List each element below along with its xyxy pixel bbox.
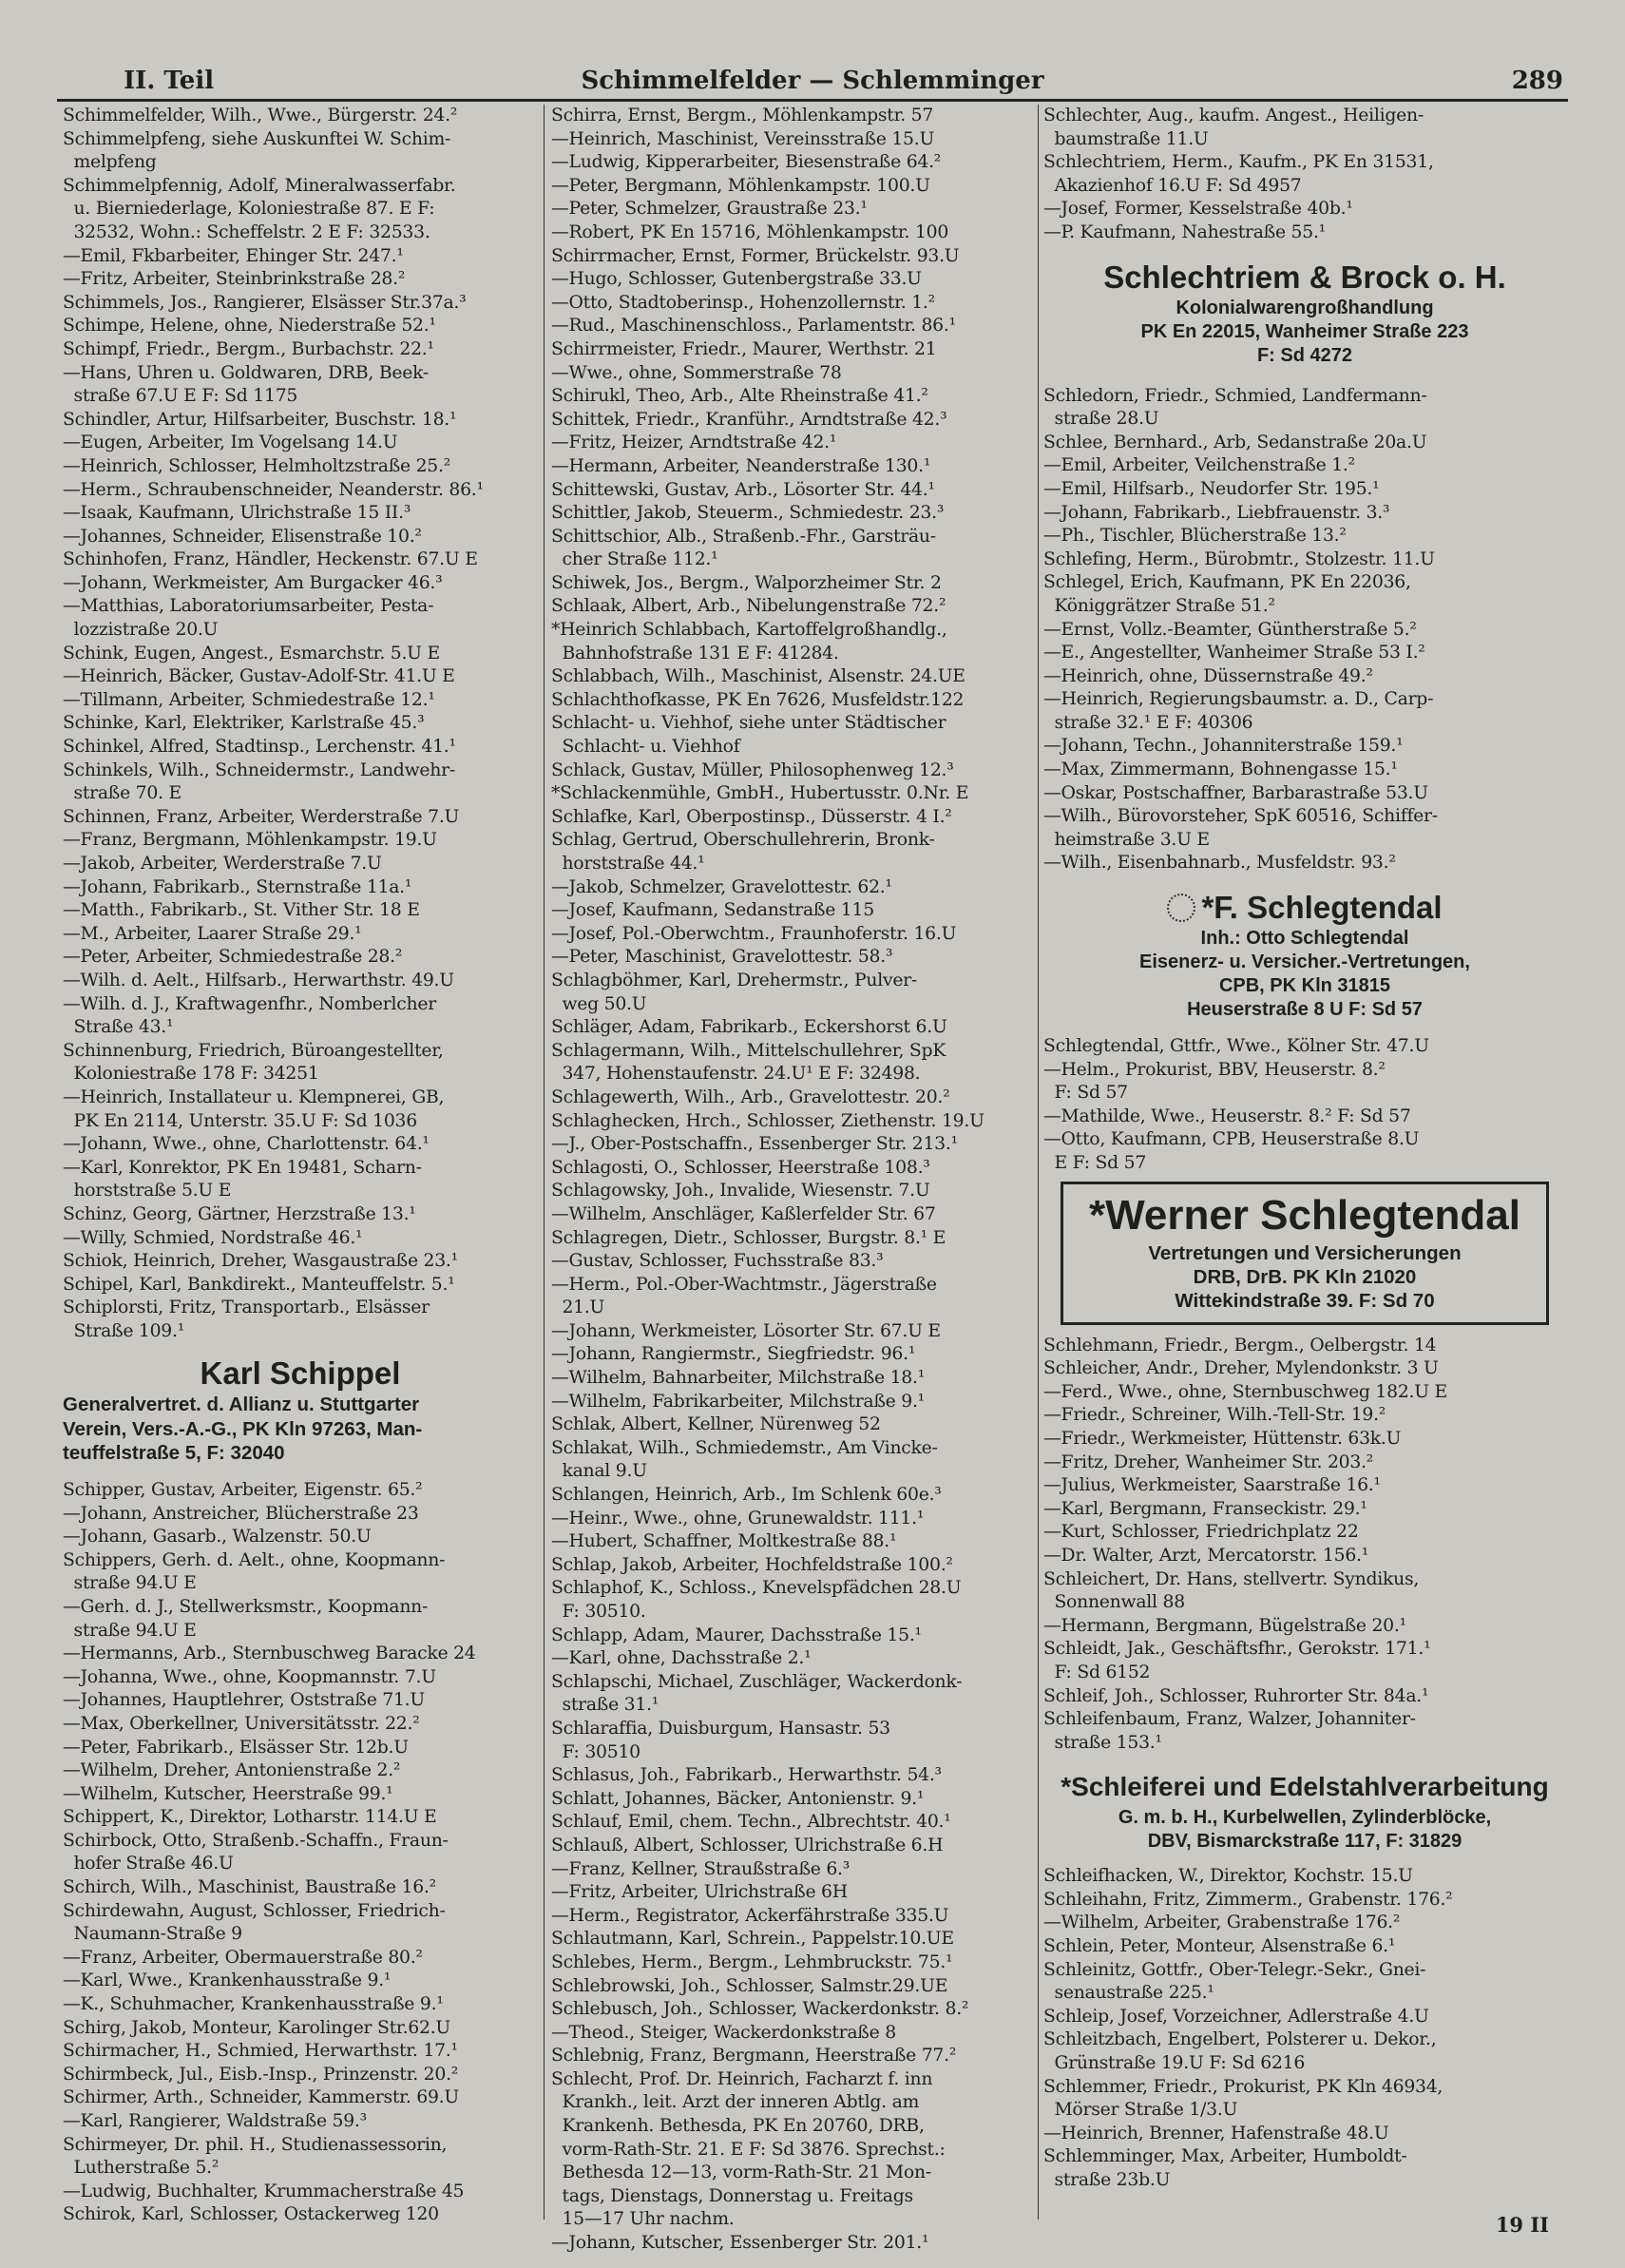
directory-entry: Schlapschi, Michael, Zuschläger, Wackerdonk- <box>551 1671 963 1692</box>
directory-entry: Schlakat, Wilh., Schmiedemstr., Am Vincke- <box>551 1437 938 1458</box>
directory-entry: —Josef, Former, Kesselstraße 40b.¹ <box>1043 199 1353 220</box>
directory-entry: —Fritz, Arbeiter, Ulrichstraße 6H <box>551 1882 848 1903</box>
directory-entry: straße 70. E <box>63 783 182 804</box>
directory-entry: Schlap, Jakob, Arbeiter, Hochfeldstraße 100.² <box>551 1554 953 1575</box>
directory-entry: Schlebusch, Joh., Schlosser, Wackerdonkstr. 8.² <box>551 1999 969 2020</box>
directory-entry: Schlasus, Joh., Fabrikarb., Herwarthstr. 54.³ <box>551 1765 942 1786</box>
directory-entry: —J., Ober-Postschaffn., Essenberger Str. 213.¹ <box>551 1134 958 1155</box>
ad-text <box>1043 927 1566 1022</box>
column-1 <box>63 105 538 2224</box>
directory-entry: Schirok, Karl, Schlosser, Ostackerweg 120 <box>63 2204 439 2225</box>
directory-entry: Schlechtriem, Herm., Kaufm., PK En 31531, <box>1043 152 1434 173</box>
directory-entry: —M., Arbeiter, Laarer Straße 29.¹ <box>63 923 362 944</box>
directory-entry: —Friedr., Werkmeister, Hüttenstr. 63k.U <box>1043 1428 1402 1449</box>
directory-entry: Schlaphof, K., Schloss., Knevelspfädchen 28.U <box>551 1578 962 1599</box>
directory-entry: Schlack, Gustav, Müller, Philosophenweg 12.³ <box>551 759 954 780</box>
ad-karl-schippel <box>63 1355 538 1466</box>
directory-entry: —E., Angestellter, Wanheimer Straße 53 I.² <box>1043 643 1425 663</box>
ad-line: Inh.: Otto Schlegtendal <box>1200 928 1409 950</box>
ad-line: CPB, PK Kln 31815 <box>1218 975 1391 997</box>
directory-entry: Schlagregen, Dietr., Schlosser, Burgstr. 8.¹ E <box>551 1227 946 1248</box>
directory-entry: straße 28.U <box>1043 409 1159 430</box>
directory-entry: horststraße 44.¹ <box>551 854 705 874</box>
directory-entry: —Wilh., Bürovorsteher, SpK 60516, Schiffer- <box>1043 806 1438 827</box>
directory-entry: Schlauß, Albert, Schlosser, Ulrichstraße 6.H <box>551 1835 944 1855</box>
directory-entry: —Johann, Anstreicher, Blücherstraße 23 <box>63 1503 419 1524</box>
ad-schleiferei <box>1043 1768 1566 1854</box>
directory-entry: cher Straße 112.¹ <box>551 549 718 570</box>
directory-entry: Schipel, Karl, Bankdirekt., Manteuffelstr. 5.¹ <box>63 1274 455 1295</box>
directory-entry: Schleicher, Andr., Dreher, Mylendonkstr. 3 U <box>1043 1358 1439 1379</box>
directory-entry: Schinke, Karl, Elektriker, Karlstraße 45.³ <box>63 713 425 734</box>
directory-entry: Schlatt, Johannes, Bäcker, Antonienstr. 9.¹ <box>551 1788 925 1809</box>
directory-entry: straße 94.U E <box>63 1620 197 1641</box>
directory-entry: Schlaghecken, Hrch., Schlosser, Ziethenstr. 19.U <box>551 1110 985 1131</box>
directory-entry: —Mathilde, Wwe., Heuserstr. 8.² F: Sd 57 <box>1043 1105 1411 1126</box>
ad-title: *F. Schlegtendal <box>1043 889 1566 927</box>
column-divider <box>1038 105 1039 2220</box>
directory-entry: —Ferd., Wwe., ohne, Sternbuschweg 182.U E <box>1043 1381 1448 1402</box>
directory-entry: —Helm., Prokurist, BBV, Heuserstr. 8.² <box>1043 1059 1386 1080</box>
directory-entry: —Johann, Werkmeister, Am Burgacker 46.³ <box>63 572 443 593</box>
directory-entry: melpfeng <box>63 152 157 173</box>
directory-entry: —Willy, Schmied, Nordstraße 46.¹ <box>63 1227 363 1248</box>
column-divider <box>544 105 545 2220</box>
directory-entry: Koloniestraße 178 F: 34251 <box>63 1064 319 1085</box>
directory-entry: Schlagböhmer, Karl, Drehermstr., Pulver- <box>551 970 918 990</box>
directory-entry: —Ludwig, Buchhalter, Krummacherstraße 45 <box>63 2181 465 2201</box>
header-section: II. Teil <box>124 67 215 95</box>
directory-entry: Schirmeyer, Dr. phil. H., Studienassessorin, <box>63 2134 448 2155</box>
directory-entry: Schittler, Jakob, Steuerm., Schmiedestr. 23.³ <box>551 503 945 524</box>
directory-entry: Schipper, Gustav, Arbeiter, Eigenstr. 65.² <box>63 1479 423 1500</box>
ad-line: Verein, Vers.-A.-G., PK Kln 97263, Man- <box>63 1417 423 1440</box>
directory-entry: Schlemminger, Max, Arbeiter, Humboldt- <box>1043 2146 1407 2167</box>
directory-entry: Schlefing, Herm., Bürobmtr., Stolzestr. 11.U <box>1043 548 1435 569</box>
ad-f-schlegtendal <box>1043 889 1566 1022</box>
directory-entry: Schippert, K., Direktor, Lotharstr. 114.U E <box>63 1807 437 1828</box>
directory-entry: Schlapp, Adam, Maurer, Dachsstraße 15.¹ <box>551 1624 922 1645</box>
directory-entry: —Eugen, Arbeiter, Im Vogelsang 14.U <box>63 432 398 453</box>
ad-line: Kolonialwarengroßhandlung <box>1176 297 1434 318</box>
page-header <box>57 67 1568 101</box>
directory-entry: horststraße 5.U E <box>63 1181 232 1201</box>
directory-entry: Schimpe, Helene, ohne, Niederstraße 52.¹ <box>63 316 436 336</box>
directory-entry: Schlebnig, Franz, Bergmann, Heerstraße 77.² <box>551 2046 957 2066</box>
directory-entry: —Franz, Kellner, Straußstraße 6.³ <box>551 1858 851 1879</box>
directory-entry: —Hans, Uhren u. Goldwaren, DRB, Beek- <box>63 362 430 383</box>
ad-line: teuffelstraße 5, F: 32040 <box>63 1442 285 1465</box>
ad-line: Wittekindstraße 39. F: Sd 70 <box>1175 1289 1435 1312</box>
directory-entry: Schleitzbach, Engelbert, Polsterer u. Dekor., <box>1043 2029 1437 2050</box>
directory-entry: —Johann, Wwe., ohne, Charlottenstr. 64.¹ <box>63 1134 430 1155</box>
directory-entry: —Heinrich, Maschinist, Vereinsstraße 15.U <box>551 128 935 149</box>
directory-entry: Schlauf, Emil, chem. Techn., Albrechtstr. 40.¹ <box>551 1812 951 1833</box>
directory-entry: —Karl, Rangierer, Waldstraße 59.³ <box>63 2111 367 2131</box>
directory-entry: —Tillmann, Arbeiter, Schmiedestraße 12.¹ <box>63 689 435 710</box>
directory-entry: —Karl, ohne, Dachsstraße 2.¹ <box>551 1648 812 1669</box>
directory-entry: 32532, Wohn.: Scheffelstr. 2 E F: 32533. <box>63 221 430 242</box>
directory-entry: 347, Hohenstaufenstr. 24.U¹ E F: 32498. <box>551 1064 921 1085</box>
directory-entry: Straße 43.¹ <box>63 1017 174 1038</box>
directory-entry: —Heinrich, Brenner, Hafenstraße 48.U <box>1043 2123 1389 2143</box>
directory-entry: Schirdewahn, August, Schlosser, Friedrich- <box>63 1900 446 1921</box>
directory-entry: —Emil, Arbeiter, Veilchenstraße 1.² <box>1043 455 1355 476</box>
directory-entry: Schinnen, Franz, Arbeiter, Werderstraße 7.U <box>63 806 460 827</box>
directory-entry: —Fritz, Dreher, Wanheimer Str. 203.² <box>1043 1451 1374 1472</box>
directory-entry: Schledorn, Friedr., Schmied, Landfermann- <box>1043 385 1427 406</box>
directory-entry: —Johannes, Schneider, Elisenstraße 10.² <box>63 526 422 547</box>
directory-entry: —Gerh. d. J., Stellwerksmstr., Koopmann- <box>63 1596 429 1617</box>
directory-entry: —Wilhelm, Kutscher, Heerstraße 99.¹ <box>63 1783 393 1804</box>
ad-line: Generalvertret. d. Allianz u. Stuttgarter <box>63 1393 420 1416</box>
directory-entry: —Oskar, Postschaffner, Barbarastraße 53.U <box>1043 782 1428 803</box>
entry-list <box>1043 1035 1566 1176</box>
entry-list <box>551 105 1036 2256</box>
directory-entry: —K., Schuhmacher, Krankenhausstraße 9.¹ <box>63 1994 444 2015</box>
directory-entry: Schippers, Gerh. d. Aelt., ohne, Koopmann- <box>63 1549 446 1570</box>
directory-entry: —Wilhelm, Dreher, Antonienstraße 2.² <box>63 1760 401 1781</box>
directory-entry: —Gustav, Schlosser, Fuchsstraße 83.³ <box>551 1251 884 1272</box>
directory-entry: —Karl, Wwe., Krankenhausstraße 9.¹ <box>63 1970 392 1991</box>
directory-entry: —Dr. Walter, Arzt, Mercatorstr. 156.¹ <box>1043 1545 1369 1566</box>
directory-entry: Schlagewerth, Wilh., Arb., Gravelottestr. 20.² <box>551 1086 950 1107</box>
directory-entry: —Wilh., Eisenbahnarb., Musfeldstr. 93.² <box>1043 853 1396 874</box>
directory-entry: —Hermann, Bergmann, Bügelstraße 20.¹ <box>1043 1615 1406 1636</box>
ad-title: Schlechtriem & Brock o. H. <box>1103 259 1506 295</box>
ad-line: G. m. b. H., Kurbelwellen, Zylinderblöcke, <box>1118 1807 1492 1829</box>
directory-entry: Schleinitz, Gottfr., Ober-Telegr.-Sekr., Gnei- <box>1043 1959 1426 1980</box>
directory-entry: —Johannes, Hauptlehrer, Oststraße 71.U <box>63 1690 425 1711</box>
directory-entry: Schlangen, Heinrich, Arb., Im Schlenk 60e.³ <box>551 1485 942 1506</box>
directory-entry: Sonnenwall 88 <box>1043 1592 1185 1613</box>
directory-entry: —Heinrich, Installateur u. Klempnerei, GB, <box>63 1086 445 1107</box>
directory-entry: F: Sd 57 <box>1043 1083 1128 1104</box>
directory-entry: heimstraße 3.U E <box>1043 829 1210 850</box>
directory-entry: Schlagowsky, Joh., Invalide, Wiesenstr. 7.U <box>551 1181 930 1201</box>
directory-entry: —Rud., Maschinenschloss., Parlamentstr. 86.¹ <box>551 316 956 336</box>
directory-entry: —Johann, Werkmeister, Lösorter Str. 67.U E <box>551 1320 941 1341</box>
directory-entry: Schinnenburg, Friedrich, Büroangestellter, <box>63 1040 444 1061</box>
directory-entry: 21.U <box>551 1297 605 1318</box>
directory-entry: Lutherstraße 5.² <box>63 2158 220 2179</box>
entry-list <box>63 1479 538 2227</box>
directory-entry: Schimmelfelder, Wilh., Wwe., Bürgerstr. 24.² <box>63 106 458 125</box>
directory-entry: —Johann, Fabrikarb., Sternstraße 11a.¹ <box>63 876 412 897</box>
ad-line: DRB, DrB. PK Kln 21020 <box>1193 1265 1417 1288</box>
directory-entry: Schink, Eugen, Angest., Esmarchstr. 5.U E <box>63 643 440 663</box>
entry-list <box>63 105 538 1343</box>
directory-entry: Schimmelpfeng, siehe Auskunftei W. Schim- <box>63 128 451 149</box>
directory-entry: Schlabbach, Wilh., Maschinist, Alsenstr. 24.UE <box>551 666 965 687</box>
directory-entry: —Josef, Kaufmann, Sedanstraße 115 <box>551 900 874 921</box>
directory-entry: Schlee, Bernhard., Arb, Sedanstraße 20a.U <box>1043 432 1427 452</box>
directory-entry: —Julius, Werkmeister, Saarstraße 16.¹ <box>1043 1475 1381 1496</box>
directory-entry: —Franz, Bergmann, Möhlenkampstr. 19.U <box>63 830 437 851</box>
directory-entry: —Max, Zimmermann, Bohnengasse 15.¹ <box>1043 759 1398 780</box>
directory-entry: —Herm., Pol.-Ober-Wachtmstr., Jägerstraße <box>551 1274 937 1295</box>
directory-entry: Schlagosti, O., Schlosser, Heerstraße 108.³ <box>551 1157 930 1178</box>
directory-entry: Schlegel, Erich, Kaufmann, PK En 22036, <box>1043 572 1411 593</box>
directory-entry: Schlagermann, Wilh., Mittelschullehrer, SpK <box>551 1040 946 1061</box>
directory-entry: Schimpf, Friedr., Bergm., Burbachstr. 22.¹ <box>63 338 434 359</box>
directory-entry: u. Bierniederlage, Koloniestraße 87. E F: <box>63 199 435 220</box>
directory-entry: Schlegtendal, Gttfr., Wwe., Kölner Str. 47.U <box>1043 1036 1429 1057</box>
directory-entry: Bethesda 12—13, vorm-Rath-Str. 21 Mon- <box>551 2162 931 2183</box>
ad-text <box>63 1393 538 1466</box>
directory-entry: —Jakob, Schmelzer, Gravelottestr. 62.¹ <box>551 876 892 897</box>
directory-entry: Schiplorsti, Fritz, Transportarb., Elsässer <box>63 1297 430 1318</box>
ad-line: Vertretungen und Versicherungen <box>1148 1241 1462 1264</box>
entry-list <box>1043 385 1566 875</box>
directory-entry: —Wwe., ohne, Sommerstraße 78 <box>551 362 842 383</box>
directory-entry: tags, Dienstags, Donnerstag u. Freitags <box>551 2185 913 2206</box>
directory-entry: straße 32.¹ E F: 40306 <box>1043 712 1253 733</box>
directory-entry: Schleip, Josef, Vorzeichner, Adlerstraße 4.U <box>1043 2006 1429 2027</box>
directory-entry: —Johann, Gasarb., Walzenstr. 50.U <box>63 1527 372 1547</box>
directory-entry: Schleidt, Jak., Geschäftsfhr., Gerokstr. 171.¹ <box>1043 1639 1431 1660</box>
directory-entry: —Wilhelm, Bahnarbeiter, Milchstraße 18.¹ <box>551 1368 926 1389</box>
directory-entry: hofer Straße 46.U <box>63 1854 234 1874</box>
directory-entry: Grünstraße 19.U F: Sd 6216 <box>1043 2053 1306 2074</box>
directory-entry: Schleif, Joh., Schlosser, Ruhrorter Str. 84a.¹ <box>1043 1685 1429 1706</box>
directory-entry: —Johann, Kutscher, Essenberger Str. 201.¹ <box>551 2233 929 2254</box>
directory-entry: Schlein, Peter, Monteur, Alsenstraße 6.¹ <box>1043 1936 1396 1957</box>
directory-entry: Schirrmacher, Ernst, Former, Brückelstr. 93.U <box>551 245 960 266</box>
entry-list <box>1043 105 1566 245</box>
directory-entry: vorm-Rath-Str. 21. E F: Sd 3876. Sprechst.: <box>551 2139 946 2160</box>
directory-entry: —Emil, Hilfsarb., Neudorfer Str. 195.¹ <box>1043 478 1380 499</box>
header-rule <box>57 99 1568 102</box>
directory-entry: Schiok, Heinrich, Dreher, Wasgaustraße 23.¹ <box>63 1251 458 1272</box>
directory-entry: F: 30510 <box>551 1741 640 1762</box>
directory-entry: —Josef, Pol.-Oberwchtm., Fraunhoferstr. 16.U <box>551 923 957 944</box>
directory-entry: Schiwek, Jos., Bergm., Walporzheimer Str. 2 <box>551 572 942 593</box>
directory-entry: —Hubert, Schaffner, Moltkestraße 88.¹ <box>551 1531 897 1552</box>
directory-entry: Schirra, Ernst, Bergm., Möhlenkampstr. 57 <box>551 106 934 125</box>
directory-entry: Krankenh. Bethesda, PK En 20760, DRB, <box>551 2116 925 2137</box>
directory-entry: —Hermann, Arbeiter, Neanderstraße 130.¹ <box>551 455 931 476</box>
ad-title: *Schleiferei und Edelstahlverarbeitung <box>1061 1772 1549 1802</box>
ad-line: Eisenerz- u. Versicher.-Vertretungen, <box>1139 951 1470 973</box>
directory-entry: —Heinrich, ohne, Düssernstraße 49.² <box>1043 665 1373 686</box>
directory-entry: Akazienhof 16.U F: Sd 4957 <box>1043 175 1302 196</box>
directory-entry: Schläger, Adam, Fabrikarb., Eckershorst 6.U <box>551 1017 947 1038</box>
directory-entry: —Kurt, Schlosser, Friedrichplatz 22 <box>1043 1522 1359 1543</box>
directory-entry: —Franz, Arbeiter, Obermauerstraße 80.² <box>63 1947 423 1968</box>
directory-entry: Schlacht- u. Viehhof, siehe unter Städtischer <box>551 713 946 734</box>
directory-entry: straße 94.U E <box>63 1573 197 1594</box>
directory-entry: Schirch, Wilh., Maschinist, Baustraße 16.² <box>63 1877 436 1898</box>
directory-entry: senaustraße 225.¹ <box>1043 1983 1214 2004</box>
directory-entry: weg 50.U <box>551 993 647 1014</box>
directory-entry: —Theod., Steiger, Wackerdonkstraße 8 <box>551 2022 896 2043</box>
column-3 <box>1043 105 1566 2224</box>
directory-entry: —Heinrich, Bäcker, Gustav-Adolf-Str. 41.U E <box>63 666 455 687</box>
directory-entry: Schlaraffia, Duisburgum, Hansastr. 53 <box>551 1718 890 1739</box>
directory-entry: —Hermanns, Arb., Sternbuschweg Baracke 24 <box>63 1643 476 1664</box>
directory-entry: —Matth., Fabrikarb., St. Vither Str. 18 E <box>63 900 420 921</box>
directory-entry: —Wilhelm, Arbeiter, Grabenstraße 176.² <box>1043 1912 1401 1933</box>
directory-entry: Schleihahn, Fritz, Zimmerm., Grabenstr. 176.² <box>1043 1889 1453 1910</box>
ad-werner-schlegtendal <box>1061 1182 1549 1325</box>
ad-line: Heuserstraße 8 U F: Sd 57 <box>1187 999 1423 1021</box>
directory-entry: —Otto, Kaufmann, CPB, Heuserstraße 8.U <box>1043 1129 1420 1150</box>
directory-entry: lozzistraße 20.U <box>63 620 219 641</box>
directory-entry: —Fritz, Heizer, Arndtstraße 42.¹ <box>551 432 837 453</box>
directory-entry: —Ludwig, Kipperarbeiter, Biesenstraße 64.² <box>551 152 942 173</box>
ad-line: PK En 22015, Wanheimer Straße 223 <box>1140 320 1469 342</box>
directory-entry: E F: Sd 57 <box>1043 1153 1147 1173</box>
directory-entry: —P. Kaufmann, Nahestraße 55.¹ <box>1043 221 1326 242</box>
directory-entry: *Heinrich Schlabbach, Kartoffelgroßhandlg., <box>551 620 947 641</box>
directory-entry: —Robert, PK En 15716, Möhlenkampstr. 100 <box>551 221 949 242</box>
header-range: Schimmelfelder — Schlemminger <box>581 67 1044 95</box>
directory-entry: Schlafke, Karl, Oberpostinsp., Düsserstr. 4 I.² <box>551 806 952 827</box>
directory-entry: Schlemmer, Friedr., Prokurist, PK Kln 46934, <box>1043 2076 1443 2097</box>
directory-entry: Schlechter, Aug., kaufm. Angest., Heiligen- <box>1043 106 1424 125</box>
directory-entry: Schirmacher, H., Schmied, Herwarthstr. 17.¹ <box>63 2041 458 2062</box>
directory-entry: —Max, Oberkellner, Universitätsstr. 22.² <box>63 1713 420 1734</box>
directory-entry: —Friedr., Schreiner, Wilh.-Tell-Str. 19.² <box>1043 1405 1386 1426</box>
directory-entry: —Herm., Registrator, Ackerfährstraße 335.U <box>551 1905 949 1926</box>
directory-entry: —Heinrich, Schlosser, Helmholtzstraße 25.² <box>63 455 451 476</box>
directory-entry: —Johanna, Wwe., ohne, Koopmannstr. 7.U <box>63 1666 436 1687</box>
ad-line: F: Sd 4272 <box>1256 344 1353 366</box>
directory-entry: Schirbock, Otto, Straßenb.-Schaffn., Fraun- <box>63 1830 449 1851</box>
directory-entry: —Ph., Tischler, Blücherstraße 13.² <box>1043 526 1347 547</box>
directory-entry: Schlachthofkasse, PK En 7626, Musfeldstr.122 <box>551 689 965 710</box>
directory-entry: Schleichert, Dr. Hans, stellvertr. Syndikus, <box>1043 1568 1420 1589</box>
directory-entry: Schimmels, Jos., Rangierer, Elsässer Str.37a.³ <box>63 292 467 313</box>
directory-entry: Schinkel, Alfred, Stadtinsp., Lerchenstr. 41.¹ <box>63 737 456 758</box>
entry-list <box>1043 1865 1566 2192</box>
directory-entry: Schlacht- u. Viehhof <box>551 737 740 758</box>
directory-entry: F: Sd 6152 <box>1043 1662 1151 1682</box>
ad-schlechtriem-brock <box>1043 259 1566 368</box>
directory-entry: —Wilh. d. Aelt., Hilfsarb., Herwarthstr. 49.U <box>63 970 454 990</box>
ad-line: DBV, Bismarckstraße 117, F: 31829 <box>1147 1831 1462 1853</box>
page-number: 289 <box>1511 67 1563 95</box>
directory-entry: straße 153.¹ <box>1043 1732 1162 1753</box>
directory-entry: —Wilhelm, Fabrikarbeiter, Milchstraße 9.¹ <box>551 1391 925 1412</box>
directory-entry: —Isaak, Kaufmann, Ulrichstraße 15 II.³ <box>63 503 411 524</box>
directory-entry: 15—17 Uhr nachm. <box>551 2209 735 2230</box>
directory-entry: Königgrätzer Straße 51.² <box>1043 595 1275 616</box>
directory-entry: —Matthias, Laboratoriumsarbeiter, Pesta- <box>63 596 434 617</box>
directory-entry: Schinhofen, Franz, Händler, Heckenstr. 67.U E <box>63 549 478 570</box>
directory-entry: Krankh., leit. Arzt der inneren Abtlg. am <box>551 2092 920 2113</box>
directory-entry: Schirmer, Arth., Schneider, Kammerstr. 69.U <box>63 2087 459 2108</box>
directory-entry: Schirg, Jakob, Monteur, Karolinger Str.62.U <box>63 2017 451 2038</box>
directory-entry: straße 23b.U <box>1043 2170 1171 2190</box>
directory-entry: —Wilhelm, Anschläger, Kaßlerfelder Str. 67 <box>551 1203 936 1224</box>
directory-entry: —Fritz, Arbeiter, Steinbrinkstraße 28.² <box>63 269 406 290</box>
directory-entry: PK En 2114, Unterstr. 35.U F: Sd 1036 <box>63 1110 417 1131</box>
directory-entry: —Jakob, Arbeiter, Werderstraße 7.U <box>63 854 382 874</box>
directory-entry: F: 30510. <box>551 1602 646 1622</box>
directory-entry: —Johann, Rangiermstr., Siegfriedstr. 96.¹ <box>551 1344 916 1365</box>
entry-list <box>1043 1335 1566 1756</box>
directory-entry: Schlehmann, Friedr., Bergm., Oelbergstr. 14 <box>1043 1335 1437 1355</box>
directory-entry: Schlebes, Herm., Bergm., Lehmbruckstr. 75.¹ <box>551 1951 953 1972</box>
directory-entry: straße 67.U E F: Sd 1175 <box>63 386 298 407</box>
directory-entry: —Hugo, Schlosser, Gutenbergstraße 33.U <box>551 269 922 290</box>
directory-entry: *Schlackenmühle, GmbH., Hubertusstr. 0.Nr. E <box>551 783 969 804</box>
directory-entry: Schleifhacken, W., Direktor, Kochstr. 15.U <box>1043 1866 1413 1887</box>
directory-entry: Schlak, Albert, Kellner, Nürenweg 52 <box>551 1414 881 1435</box>
footer-signature: 19 II <box>1495 2213 1549 2237</box>
directory-entry: —Wilh. d. J., Kraftwagenfhr., Nomberlcher <box>63 993 436 1014</box>
directory-entry: Schlebrowski, Joh., Schlosser, Salmstr.29.UE <box>551 1975 948 1996</box>
directory-entry: Schleifenbaum, Franz, Walzer, Johanniter- <box>1043 1709 1416 1730</box>
column-2 <box>551 105 1036 2254</box>
directory-entry: Schimmelpfennig, Adolf, Mineralwasserfabr. <box>63 175 456 196</box>
directory-entry: Schlecht, Prof. Dr. Heinrich, Facharzt f. inn <box>551 2068 933 2089</box>
directory-entry: —Peter, Maschinist, Gravelottestr. 58.³ <box>551 947 893 968</box>
directory-entry: —Heinr., Wwe., ohne, Grunewaldstr. 111.¹ <box>551 1508 925 1528</box>
directory-entry: —Peter, Schmelzer, Graustraße 23.¹ <box>551 199 868 220</box>
directory-entry: —Heinrich, Regierungsbaumstr. a. D., Carp- <box>1043 689 1434 710</box>
ad-text <box>1071 1241 1539 1313</box>
directory-entry: —Johann, Fabrikarb., Liebfrauenstr. 3.³ <box>1043 502 1390 523</box>
directory-entry: Schlag, Gertrud, Oberschullehrerin, Bronk- <box>551 830 935 851</box>
directory-entry: Schinkels, Wilh., Schneidermstr., Landwehr- <box>63 759 455 780</box>
ad-text <box>1043 297 1566 368</box>
directory-entry: Schittschior, Alb., Straßenb.-Fhr., Garsträu- <box>551 526 936 547</box>
directory-entry: baumstraße 11.U <box>1043 128 1209 149</box>
emblem-icon <box>1167 894 1195 922</box>
directory-entry: —Johann, Techn., Johanniterstraße 159.¹ <box>1043 736 1404 757</box>
directory-entry: Bahnhofstraße 131 E F: 41284. <box>551 643 839 663</box>
directory-entry: Schindler, Artur, Hilfsarbeiter, Buschstr. 18.¹ <box>63 409 457 430</box>
directory-entry: kanal 9.U <box>551 1461 647 1482</box>
directory-entry: —Ernst, Vollz.-Beamter, Güntherstraße 5.² <box>1043 619 1417 640</box>
ad-title: *Werner Schlegtendal <box>1089 1191 1520 1239</box>
directory-entry: —Peter, Fabrikarb., Elsässer Str. 12b.U <box>63 1737 409 1758</box>
directory-entry: —Peter, Bergmann, Möhlenkampstr. 100.U <box>551 175 930 196</box>
directory-entry: Schittek, Friedr., Kranführ., Arndtstraße 42.³ <box>551 409 947 430</box>
directory-entry: —Herm., Schraubenschneider, Neanderstr. 86.¹ <box>63 479 484 500</box>
ad-title: Karl Schippel <box>200 1355 401 1392</box>
directory-entry: Schirmbeck, Jul., Eisb.-Insp., Prinzenstr. 20.² <box>63 2064 459 2085</box>
directory-entry: Naumann-Straße 9 <box>63 1924 242 1945</box>
directory-entry: Schlaak, Albert, Arb., Nibelungenstraße 72.² <box>551 596 946 617</box>
directory-entry: —Emil, Fkbarbeiter, Ehinger Str. 247.¹ <box>63 245 404 266</box>
directory-entry: Schirrmeister, Friedr., Maurer, Werthstr. 21 <box>551 338 937 359</box>
directory-entry: —Otto, Stadtoberinsp., Hohenzollernstr. 1.² <box>551 292 935 313</box>
directory-entry: Schlautmann, Karl, Schrein., Pappelstr.10.UE <box>551 1929 954 1950</box>
directory-entry: —Karl, Konrektor, PK En 19481, Scharn- <box>63 1157 422 1178</box>
directory-entry: straße 31.¹ <box>551 1695 660 1716</box>
directory-entry: Schittewski, Gustav, Arb., Lösorter Str. 44.¹ <box>551 479 935 500</box>
directory-entry: —Peter, Arbeiter, Schmiedestraße 28.² <box>63 947 403 968</box>
ad-text <box>1043 1806 1566 1854</box>
directory-entry: Straße 109.¹ <box>63 1320 185 1341</box>
directory-entry: —Karl, Bergmann, Franseckistr. 29.¹ <box>1043 1498 1367 1519</box>
directory-entry: Schinz, Georg, Gärtner, Herzstraße 13.¹ <box>63 1203 416 1224</box>
directory-entry: Mörser Straße 1/3.U <box>1043 2100 1238 2121</box>
directory-entry: Schirukl, Theo, Arb., Alte Rheinstraße 41.² <box>551 386 928 407</box>
